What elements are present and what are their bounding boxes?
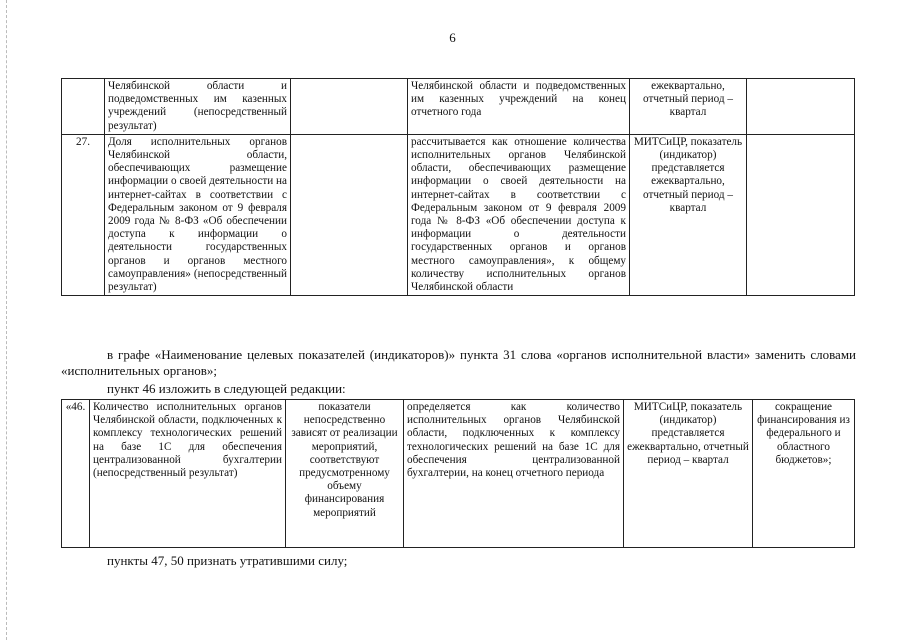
empty-cell xyxy=(747,134,855,295)
empty-cell xyxy=(291,79,408,135)
indicators-table-top xyxy=(61,78,855,296)
calculation-method-cell: Челябинской области и подведомственных им казенных учреждений на конец отчетного года xyxy=(408,79,630,135)
row-number-cell xyxy=(62,79,105,135)
table-row xyxy=(62,134,855,295)
data-source-cell: МИТСиЦР, показатель (индикатор) представляется ежеквартально, отчетный период – квартал xyxy=(630,134,747,295)
amendment-paragraph: в графе «Наименование целевых показателей (индикаторов)» пункта 31 слова «органов исполнительной власти» заменить словами «исполнительных органов»; xyxy=(61,347,856,378)
indicators-table-item-46 xyxy=(61,399,855,548)
row-number-cell: 27. xyxy=(62,134,105,295)
amendment-paragraph: пункт 46 изложить в следующей редакции: xyxy=(107,381,346,396)
row-number-cell: «46. xyxy=(62,400,90,548)
amendment-paragraph: пункты 47, 50 признать утратившими силу; xyxy=(107,553,348,568)
page-edge xyxy=(6,0,7,640)
indicator-name-cell: Доля исполнительных органов Челябинской области, обеспечивающих размещение информации о своей деятельности на интернет-сайтах в соответствии с Федеральным законом от 9 февраля 2009 года № 8-ФЗ «Об обеспечении доступа к информации о деятельности государственных органов и органов местного самоуправления» (непосредственный результат) xyxy=(105,134,291,295)
table-row xyxy=(62,79,855,135)
data-source-cell: МИТСиЦР, показатель (индикатор) представляется ежеквартально, отчетный период – квартал xyxy=(624,400,753,548)
calculation-method-cell: определяется как количество исполнительных органов Челябинской области, подключенных к комплексу технологических решений на базе 1С для обеспечения централизованной бухгалтерии, на конец отчетного периода xyxy=(404,400,624,548)
empty-cell xyxy=(747,79,855,135)
data-source-cell: ежеквартально, отчетный период – квартал xyxy=(630,79,747,135)
risk-cell: сокращение финансирования из федерального и областного бюджетов»; xyxy=(753,400,855,548)
indicator-value-cell: показатели непосредственно зависят от реализации мероприятий, соответствуют предусмотренному объему финансирования мероприятий xyxy=(286,400,404,548)
empty-cell xyxy=(291,134,408,295)
table-row xyxy=(62,400,855,548)
page-number: 6 xyxy=(449,30,456,45)
calculation-method-cell: рассчитывается как отношение количества исполнительных органов Челябинской области, обеспечивающих размещение информации о своей деятельности на интернет-сайтах в соответствии с Федеральным законом от 9 февраля 2009 года № 8-ФЗ «Об обеспечении доступа к информации о деятельности государственных органов и органов местного самоуправления», к общему количеству исполнительных органов Челябинской области xyxy=(408,134,630,295)
indicator-name-cell: Челябинской области и подведомственных им казенных учреждений (непосредственный результат) xyxy=(105,79,291,135)
indicator-name-cell: Количество исполнительных органов Челябинской области, подключенных к комплексу технологических решений на базе 1С для обеспечения централизованной бухгалтерии (непосредственный результат) xyxy=(90,400,286,548)
